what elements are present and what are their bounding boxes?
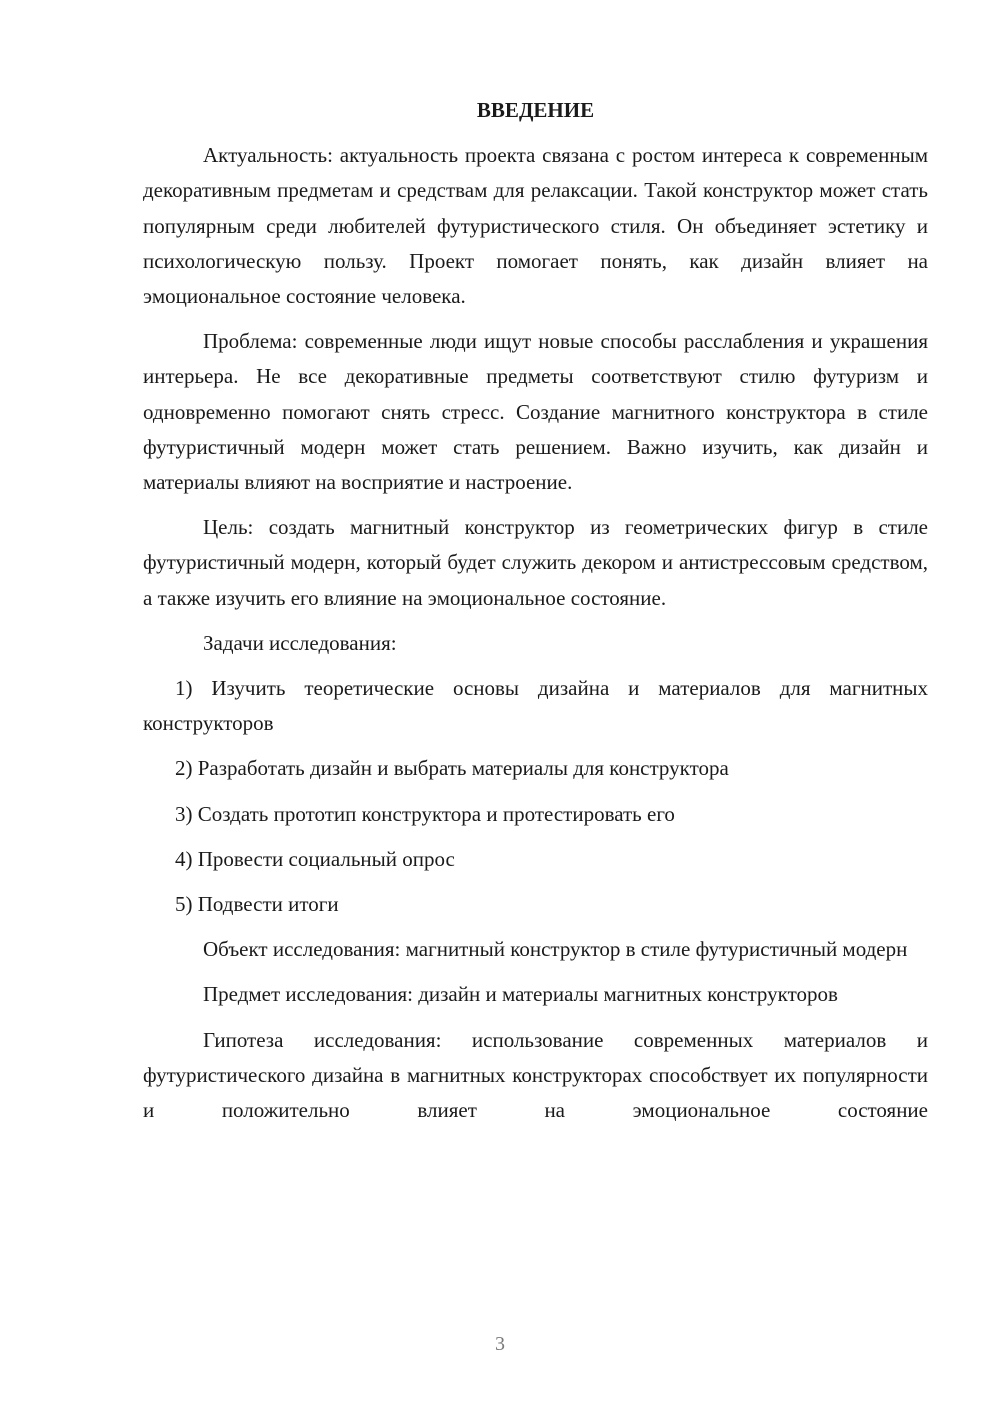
task-item-2: 2) Разработать дизайн и выбрать материалы для конструктора <box>175 756 729 781</box>
task-item-1: 1) Изучить теоретические основы дизайна и материалов для магнитных конструкторов <box>143 676 928 736</box>
paragraph-goal: Цель: создать магнитный конструктор из геометрических фигур в стиле футуристичный модерн, который будет служить декором и антистрессовым средством, а также изучить его влияние на эмоциональное состояние. <box>143 515 928 610</box>
paragraph-object: Объект исследования: магнитный конструктор в стиле футуристичный модерн <box>203 937 908 962</box>
task-item-3: 3) Создать прототип конструктора и протестировать его <box>175 801 675 826</box>
task-item-4: 4) Провести социальный опрос <box>175 846 455 871</box>
paragraph-subject: Предмет исследования: дизайн и материалы магнитных конструкторов <box>203 982 838 1007</box>
task-item-5: 5) Подвести итоги <box>175 892 339 917</box>
page-title: ВВЕДЕНИЕ <box>476 98 595 122</box>
page-number: 3 <box>495 1333 505 1355</box>
paragraph-relevance: Актуальность: актуальность проекта связана с ростом интереса к современным декоративным предметам и средствам для релаксации. Такой конструктор может стать популярным среди любителей футуристического стиля. Он объединяет эстетику и психологическую пользу. Проект помогает понять, как дизайн влияет на эмоциональное состояние человека. <box>143 143 928 309</box>
paragraph-problem: Проблема: современные люди ищут новые способы расслабления и украшения интерьера. Не все декоративные предметы соответствуют стилю футуризм и одновременно помогают снять стресс. Создание магнитного конструктора в стиле футуристичный модерн может стать решением. Важно изучить, как дизайн и материалы влияют на восприятие и настроение. <box>143 329 928 495</box>
tasks-heading: Задачи исследования: <box>203 630 397 655</box>
document-body <box>143 93 928 1138</box>
paragraph-hypothesis: Гипотеза исследования: использование современных материалов и футуристического дизайна в магнитных конструкторах способствует их популярности и положительно влияет на эмоциональное состояние <box>143 1027 928 1123</box>
